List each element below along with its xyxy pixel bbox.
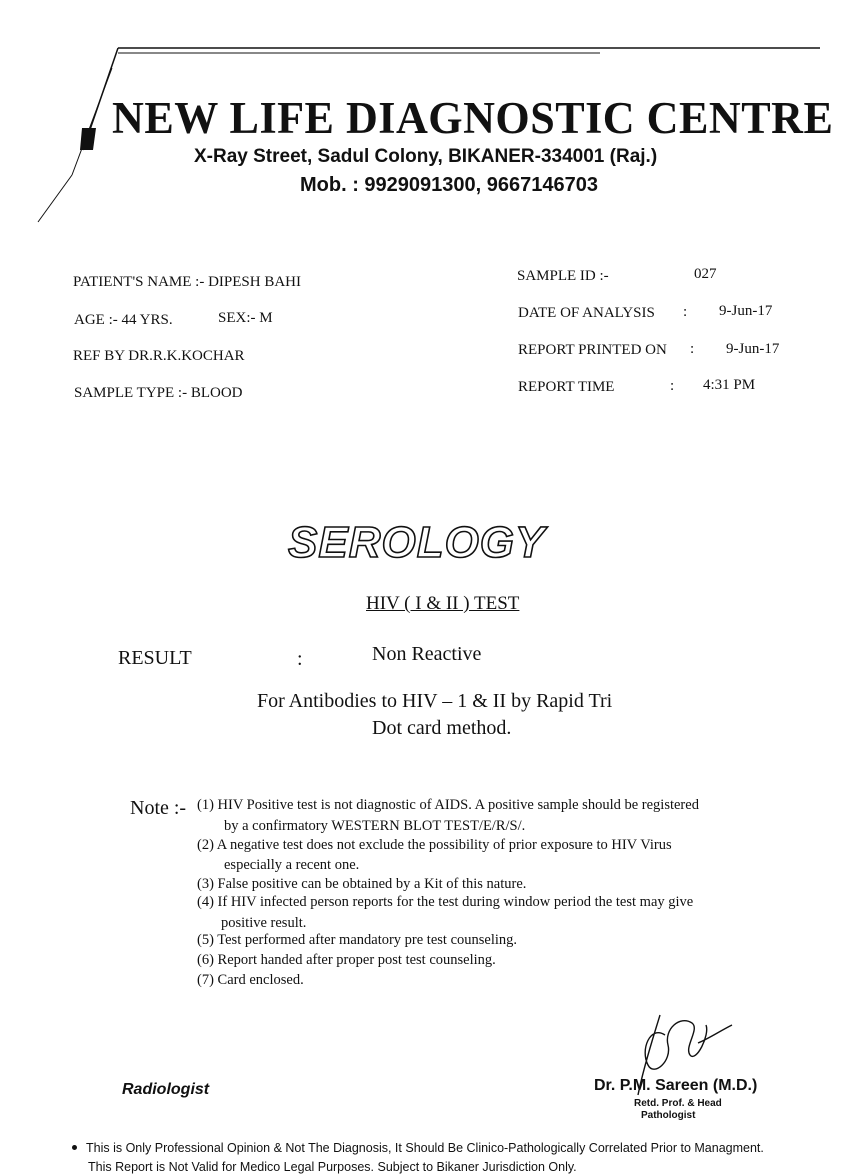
- report-time-colon: :: [670, 378, 675, 394]
- note-line: (1) HIV Positive test is not diagnostic of AIDS. A positive sample should be registered: [197, 797, 699, 813]
- pathologist-title: Retd. Prof. & Head: [634, 1098, 722, 1109]
- method-line-2: Dot card method.: [372, 717, 512, 739]
- centre-name: NEW LIFE DIAGNOSTIC CENTRE: [112, 93, 834, 143]
- report-time-value: 4:31 PM: [703, 377, 756, 393]
- note-line: positive result.: [221, 915, 307, 931]
- note-line: especially a recent one.: [224, 857, 360, 873]
- note-line: (2) A negative test does not exclude the possibility of prior exposure to HIV Virus: [197, 837, 672, 853]
- note-line: (5) Test performed after mandatory pre test counseling.: [197, 932, 518, 948]
- printed-date-colon: :: [690, 341, 695, 357]
- disclaimer-bullet: [72, 1145, 77, 1150]
- note-label: Note :-: [130, 797, 187, 819]
- patient-age: AGE :- 44 YRS.: [74, 312, 173, 328]
- radiologist-signature-label: Radiologist: [122, 1081, 210, 1098]
- analysis-date-value: 9-Jun-17: [719, 303, 773, 319]
- centre-mobile: Mob. : 9929091300, 9667146703: [300, 174, 598, 196]
- patient-name: PATIENT'S NAME :- DIPESH BAHI: [73, 274, 301, 290]
- test-name: HIV ( I & II ) TEST: [366, 593, 520, 614]
- centre-address: X-Ray Street, Sadul Colony, BIKANER-334001 (Raj.): [194, 146, 658, 167]
- disclaimer-text-2: This Report is Not Valid for Medico Legal Purposes. Subject to Bikaner Jurisdiction Only.: [88, 1160, 577, 1174]
- result-label: RESULT: [118, 647, 192, 669]
- note-line: (6) Report handed after proper post test counseling.: [197, 952, 496, 968]
- department-title: SEROLOGY: [288, 518, 546, 567]
- printed-date-label: REPORT PRINTED ON: [518, 342, 667, 358]
- report-time-label: REPORT TIME: [518, 379, 615, 395]
- printed-date-value: 9-Jun-17: [726, 341, 780, 357]
- disclaimer-text: This is Only Professional Opinion & Not The Diagnosis, It Should Be Clinico-Pathologically Correlated Prior to Managment.: [86, 1141, 764, 1155]
- note-line: (7) Card enclosed.: [197, 972, 304, 988]
- sample-id-value: 027: [694, 266, 717, 282]
- sample-id-label: SAMPLE ID :-: [517, 268, 609, 284]
- note-line: by a confirmatory WESTERN BLOT TEST/E/R/S/.: [224, 818, 526, 834]
- note-line: (4) If HIV infected person reports for the test during window period the test may give: [197, 894, 694, 910]
- patient-sex: SEX:- M: [218, 310, 273, 326]
- note-line: (3) False positive can be obtained by a Kit of this nature.: [197, 876, 527, 892]
- result-value: Non Reactive: [372, 643, 482, 665]
- pathologist-role: Pathologist: [641, 1110, 696, 1121]
- analysis-date-label: DATE OF ANALYSIS: [518, 305, 655, 321]
- result-colon: :: [297, 648, 303, 670]
- analysis-date-colon: :: [683, 304, 688, 320]
- sample-type: SAMPLE TYPE :- BLOOD: [74, 385, 243, 401]
- method-line-1: For Antibodies to HIV – 1 & II by Rapid Tri: [257, 690, 613, 712]
- referring-doctor: REF BY DR.R.K.KOCHAR: [73, 348, 245, 364]
- pathologist-name: Dr. P.M. Sareen (M.D.): [594, 1077, 758, 1094]
